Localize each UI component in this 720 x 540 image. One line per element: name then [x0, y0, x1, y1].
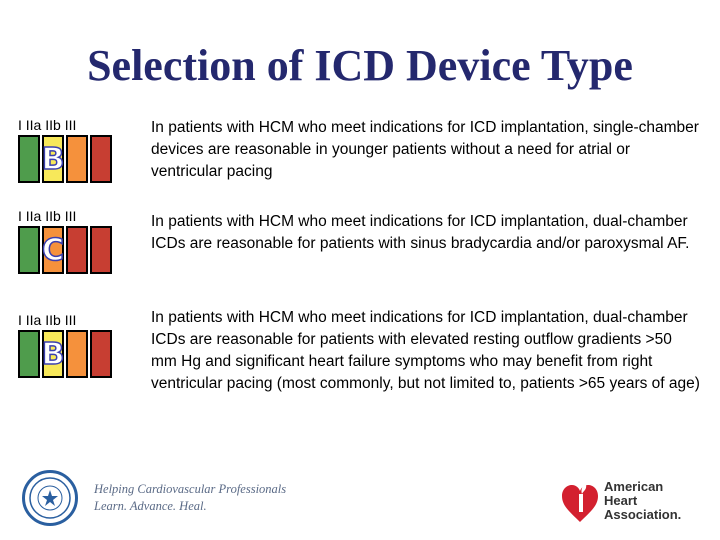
page-title: Selection of ICD Device Type [87, 41, 633, 90]
class-labels: I IIa IIb III [18, 208, 77, 224]
class-boxes [18, 135, 122, 183]
acc-tagline-line-2: Learn. Advance. Heal. [94, 499, 207, 513]
class-III-box [90, 135, 112, 183]
recommendation-text-2: In patients with HCM who meet indications for ICD implantation, dual-chamber ICDs are reasonable for patients with sinus bradycardia and/or paroxysmal AF. [151, 213, 690, 252]
aha-logo [560, 478, 681, 524]
level-of-evidence: B [42, 135, 64, 183]
recommendation-badge-3 [18, 312, 122, 378]
class-IIb-box [66, 330, 88, 378]
level-of-evidence: B [42, 330, 64, 378]
acc-logo [22, 470, 286, 526]
class-labels: I IIa IIb III [18, 312, 77, 328]
class-IIb-box [66, 226, 88, 274]
aha-wordmark [604, 480, 681, 522]
heart-torch-icon [560, 478, 600, 524]
recommendation-badge-1 [18, 117, 122, 183]
aha-line-1: American [604, 479, 664, 494]
class-I-box [18, 330, 40, 378]
recommendation-text-1: In patients with HCM who meet indications for ICD implantation, single-chamber devices are reasonable in younger patients without a need for atrial or ventricular pacing [151, 119, 699, 180]
level-of-evidence: C [42, 226, 64, 274]
class-III-box [90, 226, 112, 274]
acc-seal-icon [22, 470, 78, 526]
class-IIb-box [66, 135, 88, 183]
aha-line-2: Heart [604, 493, 638, 508]
class-III-box [90, 330, 112, 378]
recommendation-badge-2 [18, 208, 122, 274]
class-boxes [18, 226, 122, 274]
class-I-box [18, 135, 40, 183]
aha-line-3: Association. [604, 507, 682, 522]
recommendation-text-3: In patients with HCM who meet indications for ICD implantation, dual-chamber ICDs are reasonable for patients with elevated resting outflow gradients >50 mm Hg and significant heart failure symptoms who may benefit from right ventricular pacing (most commonly, but not limited to, patients >65 years of age) [151, 309, 700, 392]
class-boxes [18, 330, 122, 378]
acc-tagline-line-1: Helping Cardiovascular Professionals [94, 482, 287, 496]
class-labels: I IIa IIb III [18, 117, 77, 133]
class-I-box [18, 226, 40, 274]
acc-tagline [94, 481, 286, 515]
